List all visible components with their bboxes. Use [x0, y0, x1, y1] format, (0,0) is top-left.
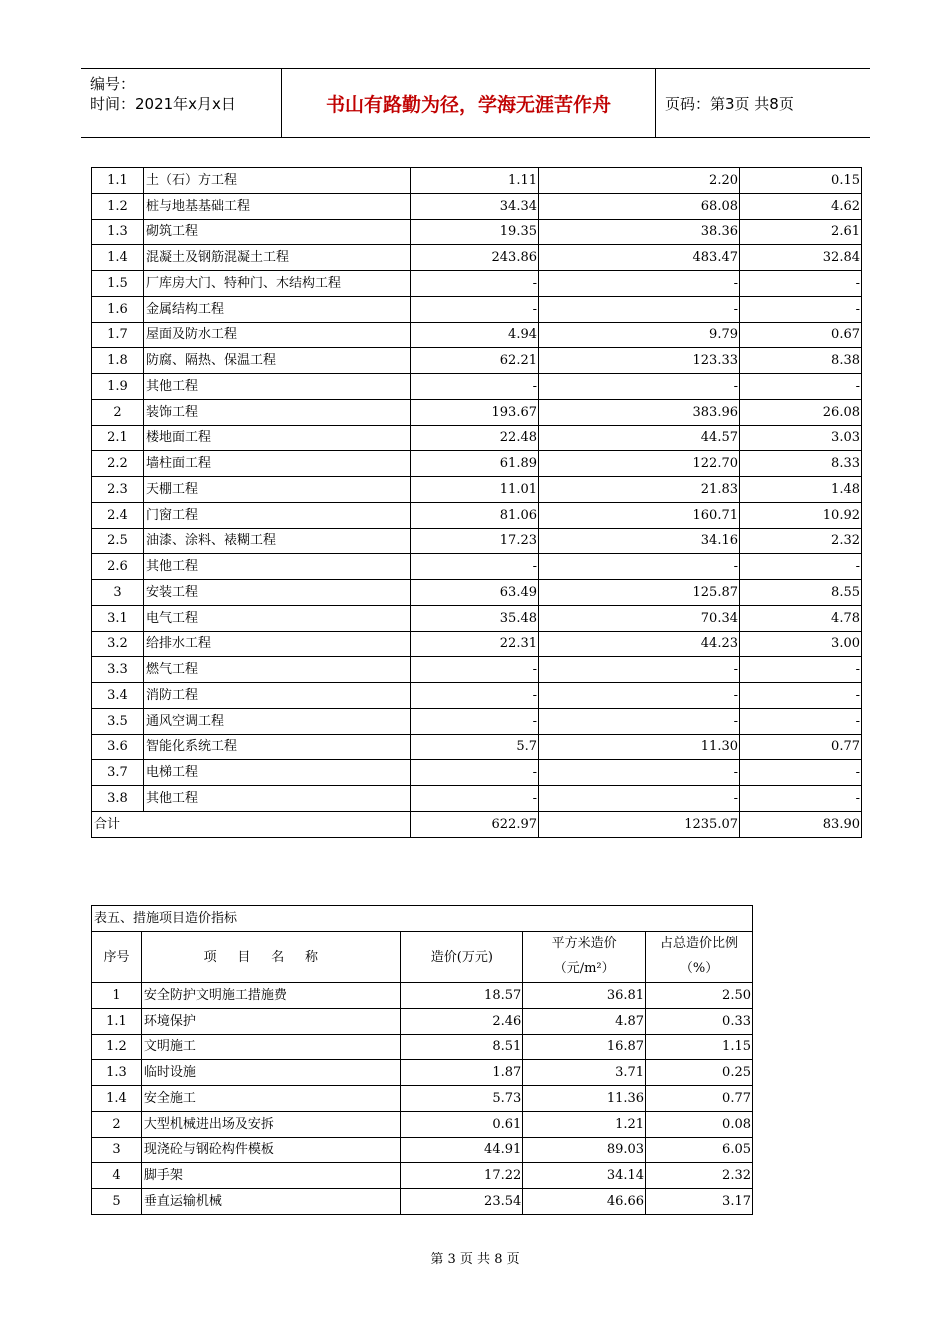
- cell-unit-cost: 122.70: [539, 451, 740, 477]
- table-row: [92, 657, 862, 683]
- cell-cost: 0.61: [401, 1111, 523, 1137]
- table-row: [92, 399, 862, 425]
- cell-seq: 1.5: [92, 271, 144, 297]
- cell-seq: 4: [92, 1163, 142, 1189]
- cell-ratio: -: [740, 374, 862, 400]
- cell-cost: 193.67: [411, 399, 539, 425]
- cell-cost: 61.89: [411, 451, 539, 477]
- cell-seq: 3.7: [92, 760, 144, 786]
- cell-ratio: 2.32: [740, 528, 862, 554]
- cell-ratio: -: [740, 657, 862, 683]
- cell-ratio: 8.55: [740, 580, 862, 606]
- motto: 书山有路勤为径，学海无涯苦作舟: [325, 93, 611, 116]
- table-row: [92, 296, 862, 322]
- cell-seq: 1.4: [92, 1086, 142, 1112]
- cell-ratio: 2.50: [646, 983, 753, 1009]
- cell-ratio: -: [740, 708, 862, 734]
- cell-ratio: 8.33: [740, 451, 862, 477]
- cell-seq: 3.3: [92, 657, 144, 683]
- table-row: [92, 580, 862, 606]
- cell-seq: 2.2: [92, 451, 144, 477]
- cell-name: 楼地面工程: [144, 425, 411, 451]
- table-row: [92, 1137, 753, 1163]
- header-unit-cost-line2: （元/m²）: [553, 961, 615, 976]
- cell-ratio: 32.84: [740, 245, 862, 271]
- cost-breakdown-table: [91, 167, 862, 838]
- cell-unit-cost: 125.87: [539, 580, 740, 606]
- table-row: [92, 1008, 753, 1034]
- cell-name: 垂直运输机械: [141, 1189, 401, 1215]
- cell-ratio: -: [740, 554, 862, 580]
- cell-ratio: 2.61: [740, 219, 862, 245]
- cell-seq: 3.6: [92, 734, 144, 760]
- cell-unit-cost: 11.36: [523, 1086, 646, 1112]
- cell-unit-cost: 89.03: [523, 1137, 646, 1163]
- time-label: 时间：2021年x月x日: [90, 95, 236, 113]
- cell-ratio: 0.77: [646, 1086, 753, 1112]
- cost-breakdown-body: [92, 168, 862, 838]
- cell-name: 墙柱面工程: [144, 451, 411, 477]
- cell-name: 天棚工程: [144, 477, 411, 503]
- cell-seq: 3.1: [92, 605, 144, 631]
- header-name-text: 项目名称: [203, 949, 339, 965]
- cell-name: 防腐、隔热、保温工程: [144, 348, 411, 374]
- cell-seq: 3: [92, 580, 144, 606]
- cell-cost: 22.48: [411, 425, 539, 451]
- cell-name: 大型机械进出场及安拆: [141, 1111, 401, 1137]
- cell-ratio: 0.15: [740, 168, 862, 194]
- page-indicator: 页码：第3页 共8页: [665, 94, 794, 113]
- cell-unit-cost: 68.08: [539, 193, 740, 219]
- table-header-row: [92, 932, 753, 983]
- cell-name: 其他工程: [144, 554, 411, 580]
- cell-cost: 35.48: [411, 605, 539, 631]
- cell-ratio: 1.48: [740, 477, 862, 503]
- cell-cost: 23.54: [401, 1189, 523, 1215]
- cell-seq: 3.8: [92, 786, 144, 812]
- cell-unit-cost: -: [539, 374, 740, 400]
- cell-seq: 2.4: [92, 502, 144, 528]
- cell-cost: -: [411, 786, 539, 812]
- cell-cost: 5.7: [411, 734, 539, 760]
- cell-seq: 2: [92, 1111, 142, 1137]
- table-row: [92, 193, 862, 219]
- cell-name: 安装工程: [144, 580, 411, 606]
- cell-seq: 1: [92, 983, 142, 1009]
- cell-cost: 19.35: [411, 219, 539, 245]
- cell-unit-cost: 160.71: [539, 502, 740, 528]
- cell-name: 桩与地基基础工程: [144, 193, 411, 219]
- cell-name: 电气工程: [144, 605, 411, 631]
- cell-name: 通风空调工程: [144, 708, 411, 734]
- header-seq: 序号: [92, 932, 142, 983]
- cell-cost: -: [411, 271, 539, 297]
- cell-name: 土（石）方工程: [144, 168, 411, 194]
- cell-ratio: -: [740, 760, 862, 786]
- cell-ratio: 0.08: [646, 1111, 753, 1137]
- cell-seq: 1.8: [92, 348, 144, 374]
- cell-name: 安全防护文明施工措施费: [141, 983, 401, 1009]
- cell-name: 其他工程: [144, 786, 411, 812]
- cell-cost: 1.87: [401, 1060, 523, 1086]
- cell-cost: 17.22: [401, 1163, 523, 1189]
- cell-unit-cost: 46.66: [523, 1189, 646, 1215]
- cell-cost: 11.01: [411, 477, 539, 503]
- cell-seq: 5: [92, 1189, 142, 1215]
- cell-seq: 2.5: [92, 528, 144, 554]
- cell-cost: 1.11: [411, 168, 539, 194]
- cell-unit-cost: -: [539, 296, 740, 322]
- table-row: [92, 734, 862, 760]
- cell-name: 安全施工: [141, 1086, 401, 1112]
- cell-cost: -: [411, 374, 539, 400]
- table-row: [92, 502, 862, 528]
- cell-ratio: 0.67: [740, 322, 862, 348]
- cell-name: 临时设施: [141, 1060, 401, 1086]
- table-row: [92, 1060, 753, 1086]
- header-page-cell: [655, 69, 870, 137]
- code-label: 编号：: [90, 75, 136, 93]
- cell-unit-cost: 34.14: [523, 1163, 646, 1189]
- cell-unit-cost: -: [539, 271, 740, 297]
- cell-cost: -: [411, 296, 539, 322]
- table-row: [92, 245, 862, 271]
- cell-cost: 34.34: [411, 193, 539, 219]
- cell-unit-cost: 36.81: [523, 983, 646, 1009]
- measures-cost-body: [92, 906, 753, 1215]
- cell-name: 门窗工程: [144, 502, 411, 528]
- cell-ratio: -: [740, 786, 862, 812]
- cell-seq: 2.3: [92, 477, 144, 503]
- cell-ratio: 3.00: [740, 631, 862, 657]
- table-row: [92, 271, 862, 297]
- cell-seq: 2: [92, 399, 144, 425]
- total-unit-cost: 1235.07: [539, 811, 740, 837]
- cell-cost: 4.94: [411, 322, 539, 348]
- header-unit-cost: [523, 932, 646, 983]
- table-row: [92, 477, 862, 503]
- table-title-row: [92, 906, 753, 932]
- cell-unit-cost: 11.30: [539, 734, 740, 760]
- cell-unit-cost: -: [539, 786, 740, 812]
- cell-unit-cost: 44.23: [539, 631, 740, 657]
- cell-name: 消防工程: [144, 683, 411, 709]
- cell-ratio: 2.32: [646, 1163, 753, 1189]
- cell-name: 文明施工: [141, 1034, 401, 1060]
- header-ratio-line2: （%）: [679, 961, 719, 976]
- page-footer: 第 3 页 共 8 页: [430, 1252, 520, 1267]
- cell-cost: 63.49: [411, 580, 539, 606]
- header-ratio: [646, 932, 753, 983]
- cell-cost: 5.73: [401, 1086, 523, 1112]
- cell-ratio: 0.77: [740, 734, 862, 760]
- page-header: [81, 68, 870, 138]
- cell-cost: 8.51: [401, 1034, 523, 1060]
- cell-ratio: 0.25: [646, 1060, 753, 1086]
- cell-name: 屋面及防水工程: [144, 322, 411, 348]
- header-meta: [81, 69, 281, 137]
- cell-name: 装饰工程: [144, 399, 411, 425]
- table-row: [92, 1034, 753, 1060]
- cell-unit-cost: 34.16: [539, 528, 740, 554]
- cell-seq: 1.4: [92, 245, 144, 271]
- cell-seq: 2.6: [92, 554, 144, 580]
- cell-seq: 2.1: [92, 425, 144, 451]
- table-row: [92, 983, 753, 1009]
- cell-seq: 1.7: [92, 322, 144, 348]
- cell-cost: -: [411, 708, 539, 734]
- table-row: [92, 605, 862, 631]
- cell-unit-cost: 70.34: [539, 605, 740, 631]
- cell-name: 智能化系统工程: [144, 734, 411, 760]
- cell-unit-cost: 44.57: [539, 425, 740, 451]
- table-title: 表五、措施项目造价指标: [92, 906, 753, 932]
- cell-unit-cost: 21.83: [539, 477, 740, 503]
- table-row: [92, 631, 862, 657]
- cell-name: 油漆、涂料、裱糊工程: [144, 528, 411, 554]
- table-total-row: [92, 811, 862, 837]
- cell-seq: 1.2: [92, 193, 144, 219]
- header-motto-cell: [281, 69, 656, 137]
- cell-ratio: -: [740, 296, 862, 322]
- cell-ratio: -: [740, 683, 862, 709]
- cell-cost: -: [411, 554, 539, 580]
- table-row: [92, 1111, 753, 1137]
- cell-ratio: 1.15: [646, 1034, 753, 1060]
- table-row: [92, 786, 862, 812]
- cell-unit-cost: -: [539, 657, 740, 683]
- cell-cost: 22.31: [411, 631, 539, 657]
- cell-ratio: 26.08: [740, 399, 862, 425]
- table-row: [92, 760, 862, 786]
- cell-unit-cost: -: [539, 683, 740, 709]
- cell-name: 金属结构工程: [144, 296, 411, 322]
- cell-unit-cost: 483.47: [539, 245, 740, 271]
- cell-unit-cost: -: [539, 760, 740, 786]
- cell-seq: 1.2: [92, 1034, 142, 1060]
- cell-name: 现浇砼与钢砼构件模板: [141, 1137, 401, 1163]
- header-name: [141, 932, 401, 983]
- header-ratio-line1: 占总造价比例: [660, 936, 739, 952]
- cell-unit-cost: -: [539, 554, 740, 580]
- cell-ratio: 4.78: [740, 605, 862, 631]
- cell-unit-cost: 4.87: [523, 1008, 646, 1034]
- cell-seq: 1.9: [92, 374, 144, 400]
- table-row: [92, 683, 862, 709]
- cell-cost: 18.57: [401, 983, 523, 1009]
- cell-cost: -: [411, 657, 539, 683]
- total-label: 合计: [92, 811, 411, 837]
- table-row: [92, 322, 862, 348]
- cell-seq: 1.1: [92, 1008, 142, 1034]
- cell-seq: 1.6: [92, 296, 144, 322]
- cell-name: 给排水工程: [144, 631, 411, 657]
- cell-cost: 2.46: [401, 1008, 523, 1034]
- cell-cost: 17.23: [411, 528, 539, 554]
- table-row: [92, 1189, 753, 1215]
- header-cost: 造价(万元): [401, 932, 523, 983]
- cell-seq: 3: [92, 1137, 142, 1163]
- cell-name: 砌筑工程: [144, 219, 411, 245]
- table-row: [92, 425, 862, 451]
- cell-ratio: 0.33: [646, 1008, 753, 1034]
- table-row: [92, 1163, 753, 1189]
- cell-unit-cost: 38.36: [539, 219, 740, 245]
- cell-seq: 3.4: [92, 683, 144, 709]
- cell-unit-cost: 2.20: [539, 168, 740, 194]
- cell-cost: -: [411, 760, 539, 786]
- cell-ratio: -: [740, 271, 862, 297]
- cell-seq: 1.1: [92, 168, 144, 194]
- cell-ratio: 6.05: [646, 1137, 753, 1163]
- table-row: [92, 219, 862, 245]
- cell-cost: 44.91: [401, 1137, 523, 1163]
- cell-cost: 62.21: [411, 348, 539, 374]
- total-ratio: 83.90: [740, 811, 862, 837]
- cell-name: 厂库房大门、特种门、木结构工程: [144, 271, 411, 297]
- cell-name: 电梯工程: [144, 760, 411, 786]
- cell-seq: 1.3: [92, 219, 144, 245]
- cell-ratio: 10.92: [740, 502, 862, 528]
- cell-ratio: 8.38: [740, 348, 862, 374]
- cell-unit-cost: 1.21: [523, 1111, 646, 1137]
- cell-ratio: 3.17: [646, 1189, 753, 1215]
- table-row: [92, 528, 862, 554]
- cell-seq: 1.3: [92, 1060, 142, 1086]
- cell-unit-cost: 3.71: [523, 1060, 646, 1086]
- table-row: [92, 348, 862, 374]
- cell-unit-cost: 383.96: [539, 399, 740, 425]
- cell-unit-cost: 123.33: [539, 348, 740, 374]
- cell-cost: 81.06: [411, 502, 539, 528]
- measures-cost-table: [91, 905, 753, 1215]
- cell-name: 燃气工程: [144, 657, 411, 683]
- table-row: [92, 1086, 753, 1112]
- table-row: [92, 708, 862, 734]
- table-row: [92, 554, 862, 580]
- cell-name: 环境保护: [141, 1008, 401, 1034]
- table-row: [92, 374, 862, 400]
- cell-cost: -: [411, 683, 539, 709]
- table-row: [92, 168, 862, 194]
- table-row: [92, 451, 862, 477]
- header-unit-cost-line1: 平方米造价: [551, 936, 617, 952]
- cell-seq: 3.5: [92, 708, 144, 734]
- cell-name: 其他工程: [144, 374, 411, 400]
- cell-name: 脚手架: [141, 1163, 401, 1189]
- cell-name: 混凝土及钢筋混凝土工程: [144, 245, 411, 271]
- cell-unit-cost: 9.79: [539, 322, 740, 348]
- cell-unit-cost: 16.87: [523, 1034, 646, 1060]
- cell-unit-cost: -: [539, 708, 740, 734]
- cell-ratio: 4.62: [740, 193, 862, 219]
- cell-ratio: 3.03: [740, 425, 862, 451]
- cell-cost: 243.86: [411, 245, 539, 271]
- cell-seq: 3.2: [92, 631, 144, 657]
- total-cost: 622.97: [411, 811, 539, 837]
